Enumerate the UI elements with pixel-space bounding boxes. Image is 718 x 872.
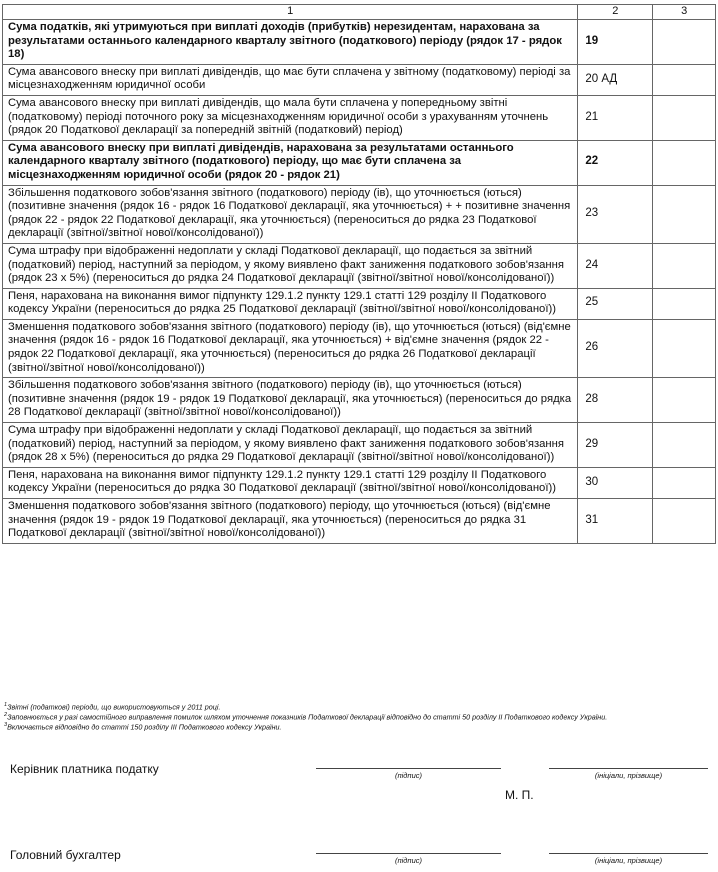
row-code: 28 [578, 378, 653, 423]
row-value [653, 499, 716, 544]
row-value [653, 467, 716, 498]
row-value [653, 140, 716, 185]
table-row [3, 319, 716, 377]
footnote-text: Включається відповідно до статті 150 розділу ІІІ Податкового кодексу України. [7, 722, 282, 732]
column-header: 1 [3, 5, 578, 20]
tax-calculation-table [2, 4, 716, 544]
table-row [3, 140, 716, 185]
signature-caption: (підпис) [395, 856, 422, 865]
row-value [653, 243, 716, 288]
row-description: Сума авансового внеску при виплаті дивідендів, що має бути сплачена у звітному (податковому) періоді за місцезнаходженням юридичної особи [3, 64, 578, 95]
row-value [653, 378, 716, 423]
table-row [3, 243, 716, 288]
row-description: Сума авансового внеску при виплаті дивідендів, нарахована за результатами останнього календарного кварталу звітного (податкового) періоду, що має бути сплачена за місцезнаходженням юридичної особи (рядок 20 - рядок 21) [3, 140, 578, 185]
accountant-signature-line [316, 853, 501, 854]
row-code: 29 [578, 423, 653, 468]
name-caption: (ініціали, прізвище) [594, 856, 663, 865]
row-description: Сума авансового внеску при виплаті дивідендів, що мала бути сплачена у попередньому звітні (податковому) періоді поточного року за місцезнаходженням юридичної особи з урахуванням уточнень (рядок 20 Податкової декларації за попередній звітній (податковий) період) [3, 95, 578, 140]
footnote-text: Звітні (податкові) періоди, що використовуються у 2011 році. [7, 702, 221, 712]
footnote-mark: 1 [4, 702, 8, 708]
row-code: 30 [578, 467, 653, 498]
row-code: 26 [578, 319, 653, 377]
footnote-text: Заповнюється у разі самостійного виправлення помилок шляхом уточнення показників Податкової декларації відповідно до статті 50 розділу ІІ Податкового кодексу України. [7, 712, 608, 722]
row-description: Сума штрафу при відображенні недоплати у складі Податкової декларації, що подається за звітний (податковий) період, наступний за періодом, у якому виявлено факт заниження податкового зобов'язання (рядок 23 х 5%) (переноситься до рядка 24 Податкової декларації (звітної/звітної нової/консолідованої)) [3, 243, 578, 288]
footnote [4, 701, 221, 711]
row-code: 24 [578, 243, 653, 288]
row-code: 31 [578, 499, 653, 544]
table-row [3, 423, 716, 468]
table-row [3, 378, 716, 423]
footnote-mark: 2 [4, 712, 8, 718]
row-description: Зменшення податкового зобов'язання звітного (податкового) періоду (ів), що уточнюється (ються) (від'ємне значення (рядок 16 - рядок 16 Податкової декларації, яка уточнюється) + від'ємне значення (рядок 22 - рядок 22 Податкової декларації, яка уточнюється) (переноситься до рядка 26 Податкової декларації (звітної/звітної нової/консолідованої)) [3, 319, 578, 377]
name-caption: (ініціали, прізвище) [594, 771, 663, 780]
row-description: Зменшення податкового зобов'язання звітного (податкового) періоду, що уточнюється (ються) (від'ємне значення (рядок 19 - рядок 19 Податкової декларації, яка уточнюється) (переноситься до рядка 31 Податкової декларації (звітної/звітної нової/консолідованої)) [3, 499, 578, 544]
table-row [3, 467, 716, 498]
row-description: Збільшення податкового зобов'язання звітного (податкового) періоду (ів), що уточнюється (ються) (позитивне значення (рядок 19 - рядок 19 Податкової декларації, яка уточнюється) (переноситься до рядка 28 Податкової декларації (звітної/звітної нової/консолідованої)) [3, 378, 578, 423]
row-code: 25 [578, 288, 653, 319]
row-code: 21 [578, 95, 653, 140]
row-description: Пеня, нарахована на виконання вимог підпункту 129.1.2 пункту 129.1 статті 129 розділу ІІ Податкового кодексу України (переноситься до рядка 30 Податкової декларації (звітної/звітної нової/консолідованої)) [3, 467, 578, 498]
row-code: 22 [578, 140, 653, 185]
row-value [653, 185, 716, 243]
head-signature-label: Керівник платника податку [10, 762, 159, 776]
row-value [653, 288, 716, 319]
column-header: 3 [653, 5, 716, 20]
signature-caption: (підпис) [395, 771, 422, 780]
footnote-mark: 3 [4, 722, 8, 728]
footnote [4, 711, 607, 721]
row-description: Пеня, нарахована на виконання вимог підпункту 129.1.2 пункту 129.1 статті 129 розділу ІІ Податкового кодексу України (переноситься до рядка 25 Податкової декларації (звітної/звітної нової/консолідованої)) [3, 288, 578, 319]
row-code: 19 [578, 20, 653, 65]
row-description: Сума податків, які утримуються при виплаті доходів (прибутків) нерезидентам, нарахована за результатами останнього календарного кварталу звітного (податкового) періоду (рядок 17 - рядок 18) [3, 20, 578, 65]
table-row [3, 20, 716, 65]
head-name-line [549, 768, 708, 769]
table-body [3, 5, 716, 544]
table-header-row [3, 5, 716, 20]
table-row [3, 288, 716, 319]
row-value [653, 64, 716, 95]
table-row [3, 64, 716, 95]
table-row [3, 499, 716, 544]
row-code: 23 [578, 185, 653, 243]
row-value [653, 20, 716, 65]
accountant-name-line [549, 853, 708, 854]
row-description: Сума штрафу при відображенні недоплати у складі Податкової декларації, що подається за звітний (податковий) період, наступний за періодом, у якому виявлено факт заниження податкового зобов'язання (рядок 28 х 5%) (переноситься до рядка 29 Податкової декларації (звітної/звітної нової/консолідованої)) [3, 423, 578, 468]
row-value [653, 423, 716, 468]
head-signature-line [316, 768, 501, 769]
row-value [653, 95, 716, 140]
column-header: 2 [578, 5, 653, 20]
footnote [4, 721, 282, 731]
table-row [3, 185, 716, 243]
row-value [653, 319, 716, 377]
row-description: Збільшення податкового зобов'язання звітного (податкового) періоду (ів), що уточнюється (ються) (позитивне значення (рядок 16 - рядок 16 Податкової декларації, яка уточнюється) + + позитивне значення (рядок 22 - рядок 22 Податкової декларації, яка уточнюється) (переноситься до рядка 23 Податкової декларації (звітної/звітної нової/консолідованої)) [3, 185, 578, 243]
row-code: 20 АД [578, 64, 653, 95]
table-row [3, 95, 716, 140]
stamp-place: М. П. [505, 788, 534, 802]
accountant-signature-label: Головний бухгалтер [10, 848, 121, 862]
